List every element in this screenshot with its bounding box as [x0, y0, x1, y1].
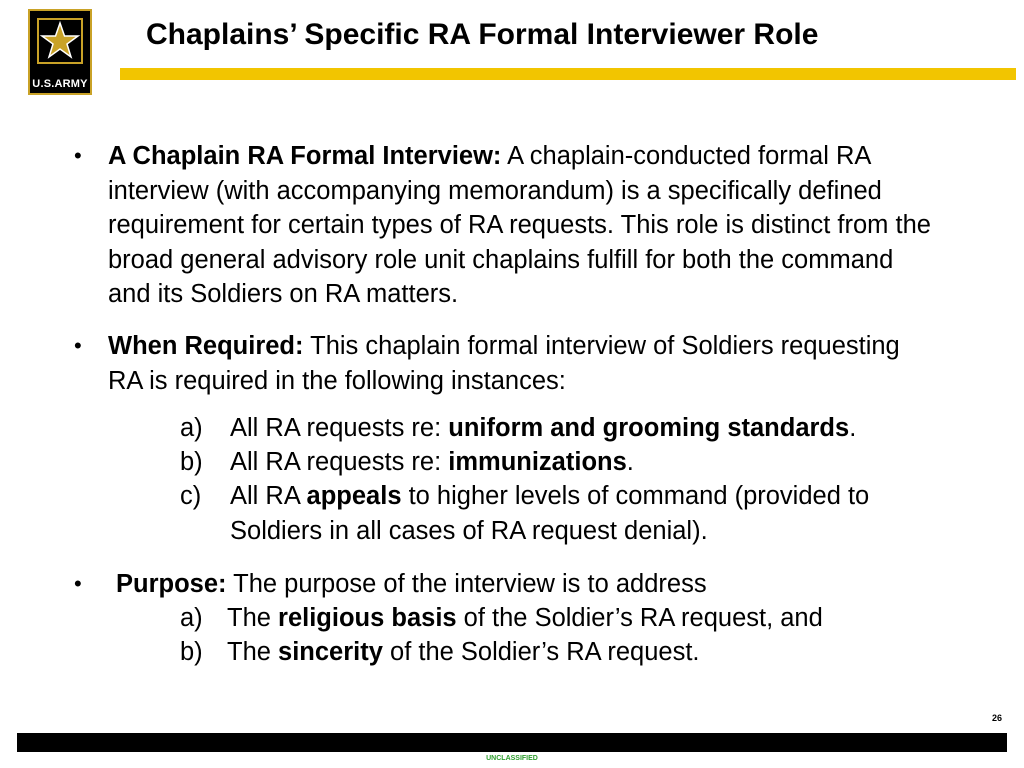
list-item-text: .: [626, 448, 634, 476]
list-item-emphasis: sincerity: [278, 638, 383, 666]
bullet-icon: •: [74, 143, 82, 168]
list-item-letter: a): [180, 414, 203, 442]
list-item-letter: a): [180, 604, 203, 632]
bullet-text: This chaplain formal interview of Soldiers requesting RA is required in the following instances:: [108, 332, 900, 395]
page-number: 26: [991, 713, 1002, 723]
star-icon: [30, 11, 90, 77]
bullet-text: A chaplain-conducted formal RA interview (with accompanying memorandum) is a specifically defined requirement for certain types of RA requests. This role is distinct from the broad general advisory role unit chaplains fulfill for both the command and its Soldiers on RA matters.: [108, 142, 931, 308]
bullet-heading: Purpose:: [116, 570, 227, 598]
bullet-icon: •: [74, 333, 82, 358]
list-item-text: All RA requests re:: [230, 414, 449, 442]
bullet-text: The purpose of the interview is to address: [226, 570, 707, 598]
list-item-text: All RA: [230, 482, 307, 510]
bullet-heading: When Required:: [108, 332, 304, 360]
logo-wordmark: U.S.ARMY: [32, 78, 88, 90]
list-item-emphasis: uniform and grooming standards: [448, 414, 850, 442]
list-item: [180, 411, 940, 446]
army-logo: [28, 9, 92, 95]
list-item-emphasis: appeals: [306, 482, 402, 510]
bullet-heading: A Chaplain RA Formal Interview:: [108, 142, 502, 170]
list-item-letter: c): [180, 482, 202, 510]
list-item-text: The: [227, 638, 279, 666]
list-item-emphasis: immunizations: [448, 448, 627, 476]
list-item: [180, 445, 940, 480]
list-item-text: All RA requests re:: [230, 448, 449, 476]
bullet-when-required: [74, 329, 938, 398]
title-accent-bar: [120, 68, 1016, 80]
classification-marking: UNCLASSIFIED: [486, 755, 538, 762]
bullet-purpose: [74, 567, 946, 602]
list-item: [180, 479, 900, 548]
list-item-text: to higher levels of command (provided to Soldiers in all cases of RA request denial).: [230, 482, 870, 545]
list-item-text: .: [849, 414, 857, 442]
list-item: [180, 601, 940, 636]
slide-title: Chaplains’ Specific RA Formal Interviewer Role: [146, 18, 819, 51]
bullet-icon: •: [74, 571, 82, 596]
list-item-text: of the Soldier’s RA request, and: [456, 604, 823, 632]
list-item-letter: b): [180, 448, 203, 476]
footer-bar: [17, 733, 1007, 752]
list-item-emphasis: religious basis: [278, 604, 457, 632]
bullet-chaplain-interview: [74, 139, 938, 312]
list-item: [180, 635, 940, 670]
list-item-letter: b): [180, 638, 203, 666]
list-item-text: The: [227, 604, 279, 632]
list-item-text: of the Soldier’s RA request.: [382, 638, 700, 666]
